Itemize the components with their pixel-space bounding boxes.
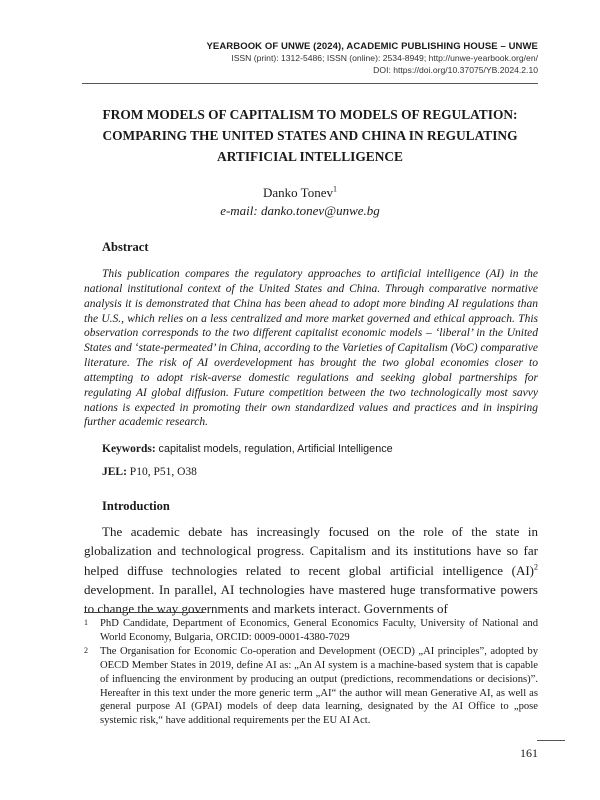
author-line [0,184,600,202]
abstract-heading: Abstract [102,240,149,254]
journal-title: YEARBOOK OF UNWE (2024), ACADEMIC PUBLISHING HOUSE – UNWE [206,41,538,52]
footnote-text: The Organisation for Economic Co-operation and Development (OECD) „AI principles”, adopted by OECD Member States in 2019, define AI as: „An AI system is a machine-based system that is capable of influencing the environment by producing an output (predictions, recommendations or decisions)”. Hereafter in this text under the more generic term „AI“ the author will mean Generative AI, as well as general purpose AI (GPAI) models of deep data learning, designated by the AI Office to „pose systemic risk,“ have additional requirements per the EU AI Act. [100,646,538,726]
keywords-line [102,443,393,455]
issn-line: ISSN (print): 1312-5486; ISSN (online): 2534-8949; http://unwe-yearbook.org/en/ [231,53,538,63]
intro-text-part-1: The academic debate has increasingly focused on the role of the state in globalization and technological progress. Capitalism and its institutions have so far helped diffuse technologies related to recent global artificial intelligence (AI) [84,524,538,578]
intro-footnote-mark: 2 [534,562,538,572]
running-header [206,40,538,76]
jel-line [102,466,197,478]
author-name: Danko Tonev [263,185,333,200]
footnote [84,617,538,644]
keywords-value: capitalist models, regulation, Artificial Intelligence [158,443,393,455]
page-number: 161 [520,746,538,760]
doi-line: DOI: https://doi.org/10.37075/YB.2024.2.10 [373,64,538,75]
introduction-text [84,522,538,618]
footnote-divider [84,612,204,613]
footnote-text: PhD Candidate, Department of Economics, General Economics Faculty, University of National and World Economy, Bulgaria, ORCID: 0009-0001-4380-7029 [100,618,538,643]
abstract-text: This publication compares the regulatory approaches to artificial intelligence (AI) in the national institutional context of the United States and China. Through comparative normative analysis it is demonstrated that China has been ahead to adopt more binding AI regulations than the U.S., which relies on a less centralized and more market governed and ethical approach. This observation corresponds to the two different capitalist economic models – ‘liberal’ in the United States and ‘state-permeated’ in China, according to the Varieties of Capitalism (VoC) comparative literature. The risk of AI overdevelopment has brought the two global economies closer to attempting to adopt risk-averse domestic regulations and seeking global partnerships for regulating AI global diffusion. Future competition between the two technologically most savvy nations is expected in promoting their own standardized values and practices and in inspiring further academic research. [84,268,538,429]
jel-label: JEL: [102,466,127,478]
author-block [0,184,600,220]
header-divider [82,83,538,84]
intro-text-part-2: development. In parallel, AI technologies have mastered huge transformative powers to change the way governments and markets interact. Governments of [84,581,538,617]
page-number-rule [537,740,565,741]
footnote-mark: 1 [84,618,88,627]
author-email: e-mail: danko.tonev@unwe.bg [220,203,380,218]
introduction-heading: Introduction [102,499,170,513]
footnote [84,645,538,727]
footnotes [84,617,538,729]
jel-value: P10, P51, O38 [129,466,197,478]
footnote-mark: 2 [84,646,88,656]
author-footnote-mark: 1 [332,184,337,194]
keywords-label: Keywords: [102,443,156,455]
paper-title: FROM MODELS OF CAPITALISM TO MODELS OF REGULATION: COMPARING THE UNITED STATES AND CHINA IN REGULATING ARTIFICIAL INTELLIGENCE [102,107,518,164]
